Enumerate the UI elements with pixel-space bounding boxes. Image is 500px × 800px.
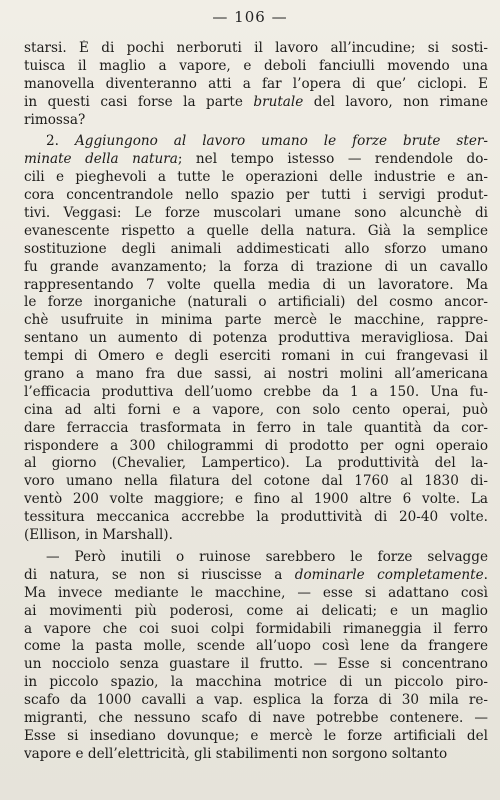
text-run: voro umano nella filatura del cotone dal 1760 al 1830 di- — [24, 473, 488, 490]
text-line — [24, 205, 488, 223]
text-run: come la pasta molle, scende all’uopo così lene da frangere — [24, 638, 488, 655]
text-run: l’efficacia produttiva dell’uomo crebbe da 1 a 150. Una fu- — [24, 383, 488, 400]
text-line — [24, 473, 488, 491]
italic-text: Aggiungono al lavoro umano le forze brute ster- — [74, 133, 488, 150]
text-run: tessitura meccanica accrebbe la produttività di 20-40 volte. — [24, 509, 488, 526]
text-line — [24, 567, 488, 585]
text-line — [24, 692, 488, 710]
text-run: 2. — [46, 133, 75, 150]
text-line — [24, 438, 488, 456]
text-run: (Ellison, in Marshall). — [24, 527, 173, 544]
text-line — [24, 638, 488, 656]
text-line — [24, 384, 488, 402]
text-line — [24, 40, 488, 58]
text-line — [24, 277, 488, 295]
text-run: evanescente rispetto a quelle della natura. Già la semplice — [24, 222, 488, 239]
text-line — [24, 112, 488, 130]
italic-text: brutale — [253, 93, 304, 110]
text-line — [24, 259, 488, 277]
text-run: . — [483, 566, 488, 583]
text-line — [24, 402, 488, 420]
text-line — [24, 420, 488, 438]
text-run: Ma invece mediante le macchine, — esse si adattano così — [24, 584, 488, 601]
text-line — [24, 509, 488, 527]
text-run: sostituzione degli animali addimesticati allo sforzo umano — [24, 240, 488, 257]
text-run: sentano un aumento di potenza produttiva meravigliosa. Dai — [24, 330, 488, 347]
text-run: cora concentrandole nello spazio per tutti i servigi produt- — [24, 187, 488, 204]
text-run: ventò 200 volte maggiore; e fino al 1900 altre 6 volte. La — [24, 491, 488, 508]
text-run: rispondere a 300 chilogrammi di prodotto per ogni operaio — [24, 437, 488, 454]
text-run: ; nel tempo istesso — rendendole do- — [177, 151, 488, 168]
text-line — [24, 549, 488, 567]
italic-text: dominarle completamente — [294, 566, 484, 583]
text-line — [24, 330, 488, 348]
text-line — [24, 366, 488, 384]
text-line — [24, 58, 488, 76]
text-run: grano a mano fra due sassi, ai nostri molini all’americana — [24, 366, 488, 383]
text-run: del lavoro, non rimane — [303, 93, 488, 110]
text-run: dare ferraccia trasformata in ferro in tale quantità da cor- — [24, 419, 488, 436]
text-line — [24, 94, 488, 112]
text-line — [24, 746, 488, 764]
text-run: Esse si insediano dovunque; e mercè le forze artificiali del — [24, 727, 488, 744]
text-line — [24, 656, 488, 674]
text-line — [24, 169, 488, 187]
text-line — [24, 133, 488, 151]
text-line — [24, 187, 488, 205]
text-run: manovella diventeranno atti a far l’opera di que’ ciclopi. E — [24, 75, 488, 92]
text-line — [24, 223, 488, 241]
text-line — [24, 710, 488, 728]
text-run: scafo da 1000 cavalli a vap. esplica la forza di 30 mila re- — [24, 692, 488, 709]
text-run: rimossa? — [24, 111, 86, 128]
text-line — [24, 241, 488, 259]
text-line — [24, 491, 488, 509]
text-run: al giorno (Chevalier, Lamperticо). La produttività del la- — [24, 455, 488, 472]
text-run: un nocciolo senza guastare il frutto. — Esse si concentrano — [24, 656, 488, 673]
text-line — [24, 585, 488, 603]
text-run: in piccolo spazio, la macchina motrice di un piccolo piro- — [24, 674, 488, 691]
text-run: cili e pieghevoli a tutte le operazioni delle industrie e an- — [24, 169, 488, 186]
text-run: le forze inorganiche (naturali o artificiali) del cosmo ancor- — [24, 294, 488, 311]
text-line — [24, 728, 488, 746]
text-run: in questi casi forse la parte — [24, 93, 254, 110]
text-line — [24, 76, 488, 94]
text-run: tivi. Veggasi: Le forze muscolari umane sono alcunchè di — [24, 205, 488, 222]
text-run: starsi. È di pochi nerboruti il lavoro all’incudine; si sosti- — [24, 40, 488, 56]
italic-text: minate della natura — [24, 151, 178, 168]
text-run: chè usufruite in minima parte mercè le macchine, rappre- — [24, 312, 488, 329]
text-line — [24, 294, 488, 312]
text-run: di natura, se non si riuscisse a — [24, 566, 295, 583]
text-line — [24, 455, 488, 473]
text-line — [24, 312, 488, 330]
text-line — [24, 348, 488, 366]
text-run: ai movimenti più poderosi, come ai delicati; e un maglio — [24, 602, 488, 619]
text-run: a vapore che coi suoi colpi formidabili rimaneggia il ferro — [24, 620, 488, 637]
text-run: cina ad alti forni e a vapore, con solo cento operai, può — [24, 401, 488, 418]
text-line — [24, 527, 488, 545]
text-line — [24, 151, 488, 169]
text-run: migranti, che nessuno scafo di nave potrebbe contenere. — — [24, 709, 488, 726]
page-number: — 106 — — [212, 8, 288, 26]
text-line — [24, 674, 488, 692]
text-line — [24, 621, 488, 639]
body-text — [24, 40, 488, 764]
text-run: — Però inutili o ruinose sarebbero le forze selvagge — [46, 548, 488, 565]
text-run: tempi di Omero e degli eserciti romani in cui frangevasi il — [24, 348, 488, 365]
text-run: vapore e dell’elettricità, gli stabilimenti non sorgono soltanto — [24, 745, 448, 762]
text-run: fu grande avanzamento; la forza di trazione di un cavallo — [24, 258, 488, 275]
text-run: tuisca il maglio a vapore, e deboli fanciulli movendo una — [24, 57, 488, 74]
text-run: rappresentando 7 volte quella media di un lavoratore. Ma — [24, 276, 488, 293]
text-line — [24, 603, 488, 621]
